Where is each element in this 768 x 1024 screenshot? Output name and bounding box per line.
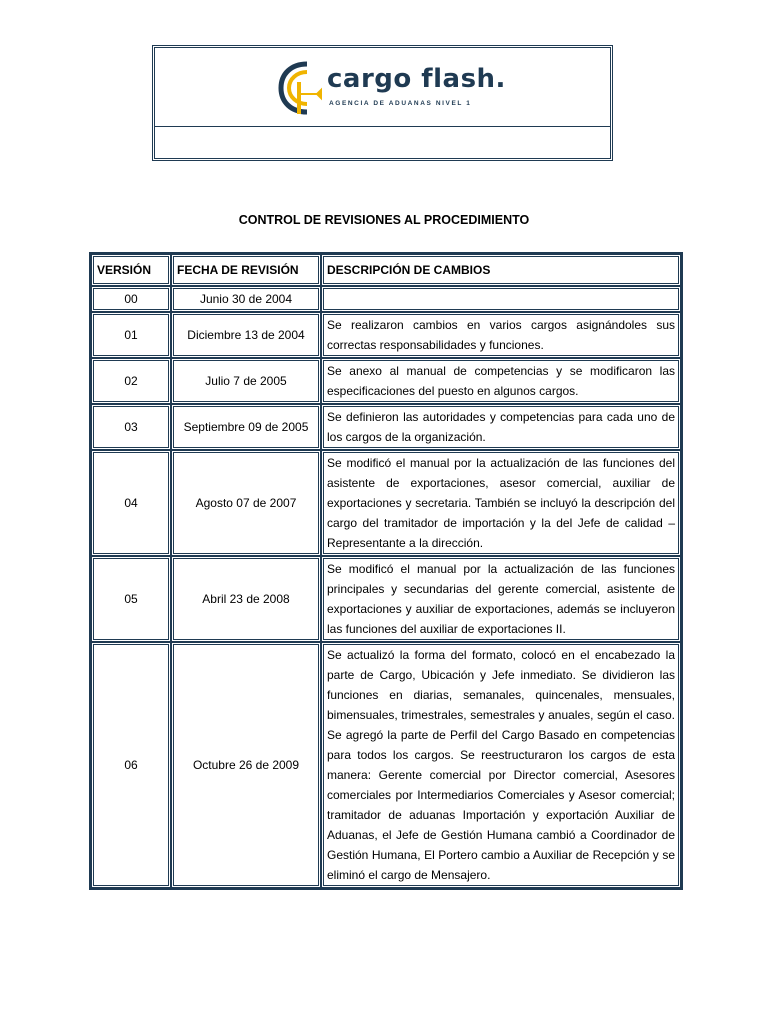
cell-fecha: Junio 30 de 2004 <box>171 286 321 312</box>
cell-version: 03 <box>91 404 171 450</box>
revision-table <box>89 252 683 890</box>
header-fecha: FECHA DE REVISIÓN <box>171 254 321 286</box>
cell-fecha: Octubre 26 de 2009 <box>171 642 321 888</box>
table-row <box>91 286 681 312</box>
cell-version: 01 <box>91 312 171 358</box>
cell-descripcion <box>321 286 681 312</box>
cell-descripcion: Se anexo al manual de competencias y se modificaron las especificaciones del puesto en algunos cargos. <box>321 358 681 404</box>
header-descripcion: DESCRIPCIÓN DE CAMBIOS <box>321 254 681 286</box>
cell-descripcion: Se definieron las autoridades y competencias para cada uno de los cargos de la organización. <box>321 404 681 450</box>
cell-fecha: Diciembre 13 de 2004 <box>171 312 321 358</box>
table-row <box>91 312 681 358</box>
cargo-flash-logo-icon <box>277 58 325 118</box>
cell-version: 02 <box>91 358 171 404</box>
table-row <box>91 642 681 888</box>
table-row <box>91 450 681 556</box>
header-version: VERSIÓN <box>91 254 171 286</box>
document-header <box>152 45 613 161</box>
cell-fecha: Septiembre 09 de 2005 <box>171 404 321 450</box>
cell-descripcion: Se modificó el manual por la actualización de las funciones principales y secundarias del gerente comercial, asistente de exportaciones y auxiliar de exportaciones, además se incluyeron las funciones del auxiliar de exportaciones II. <box>321 556 681 642</box>
table-row <box>91 556 681 642</box>
cell-version: 06 <box>91 642 171 888</box>
table-row <box>91 404 681 450</box>
cell-version: 05 <box>91 556 171 642</box>
document-title: CONTROL DE REVISIONES AL PROCEDIMIENTO <box>238 213 530 227</box>
cell-fecha: Abril 23 de 2008 <box>171 556 321 642</box>
cell-descripcion: Se realizaron cambios en varios cargos asignándoles sus correctas responsabilidades y funciones. <box>321 312 681 358</box>
cell-fecha: Julio 7 de 2005 <box>171 358 321 404</box>
brand-tagline: AGENCIA DE ADUANAS NIVEL 1 <box>329 100 472 107</box>
cell-descripcion: Se modificó el manual por la actualización de las funciones del asistente de exportaciones, asesor comercial, auxiliar de exportaciones y secretaria. También se incluyó la descripción del cargo del tramitador de importación y la del Jefe de calidad – Representante a la dirección. <box>321 450 681 556</box>
logo-row <box>155 48 610 127</box>
table-header-row <box>91 254 681 286</box>
cell-fecha: Agosto 07 de 2007 <box>171 450 321 556</box>
cell-version: 00 <box>91 286 171 312</box>
table-row <box>91 358 681 404</box>
cell-version: 04 <box>91 450 171 556</box>
cell-descripcion: Se actualizó la forma del formato, colocó en el encabezado la parte de Cargo, Ubicación y Jefe inmediato. Se dividieron las funciones en diarias, semanales, quincenales, mensuales, bimensuales, trimestrales, semestrales y anuales, según el caso. Se agregó la parte de Perfil del Cargo Basado en competencias para todos los cargos. Se reestructuraron los cargos de esta manera: Gerente comercial por Director comercial, Asesores comerciales por Intermediarios Comerciales y Asesor comercial; tramitador de aduanas Importación y exportación Auxiliar de Aduanas, el Jefe de Gestión Humana cambió a Coordinador de Gestión Humana, El Portero cambio a Auxiliar de Recepción y se eliminó el cargo de Mensajero. <box>321 642 681 888</box>
company-logo <box>277 58 507 118</box>
brand-name: cargo flash. <box>327 64 506 94</box>
